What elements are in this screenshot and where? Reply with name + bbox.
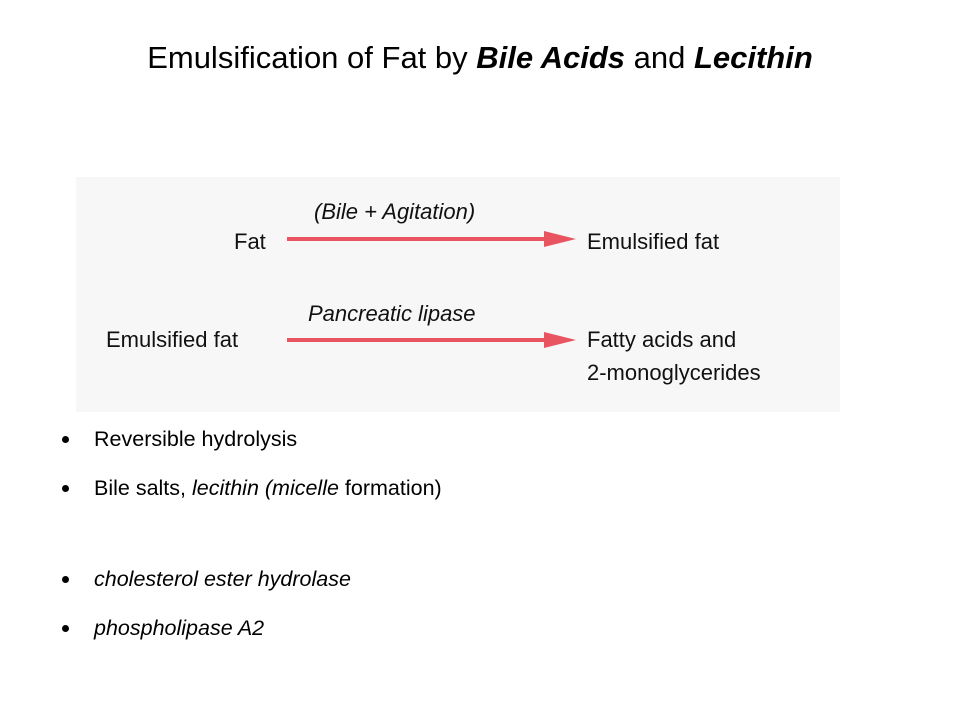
bullet-dot: [62, 576, 69, 583]
reaction-diagram: [76, 177, 840, 412]
reaction1-product: Emulsified fat: [587, 229, 720, 254]
bullet-text: cholesterol ester hydrolase: [94, 567, 351, 591]
slide-title: [0, 36, 960, 80]
reaction2-product-line2: 2-monoglycerides: [587, 360, 761, 385]
title-part1: Emulsification of Fat by: [147, 40, 477, 75]
reaction2-substrate: Emulsified fat: [106, 327, 239, 352]
bullet-text-lecithin: lecithin (micelle: [191, 476, 339, 500]
arrow-1: [287, 231, 576, 247]
arrow-2: [287, 332, 576, 348]
bullet-dot: [62, 436, 69, 443]
reaction2-product-line1: Fatty acids and: [587, 327, 737, 352]
reaction1-condition: (Bile + Agitation): [314, 199, 476, 224]
bullet-text: Reversible hydrolysis: [94, 427, 298, 451]
title-lecithin: Lecithin: [693, 40, 813, 75]
bullet-dot: [62, 625, 69, 632]
bullet-text: phospholipase A2: [94, 616, 265, 640]
bullet-list: [60, 425, 442, 642]
title-bile-acids: Bile Acids: [476, 40, 625, 75]
bullet-item-cholesterol-ester-hydrolase: [60, 565, 442, 593]
bullet-dot: [62, 485, 69, 492]
bullet-item-phospholipase: [60, 614, 442, 642]
bullet-item-reversible-hydrolysis: [60, 425, 442, 453]
bullet-text-part2: formation): [338, 476, 442, 500]
title-part2: and: [625, 40, 694, 75]
reaction2-enzyme: Pancreatic lipase: [308, 301, 476, 326]
reaction1-substrate: Fat: [234, 229, 266, 254]
bullet-item-bile-salts: [60, 474, 442, 502]
bullet-text-part1: Bile salts,: [94, 476, 192, 500]
